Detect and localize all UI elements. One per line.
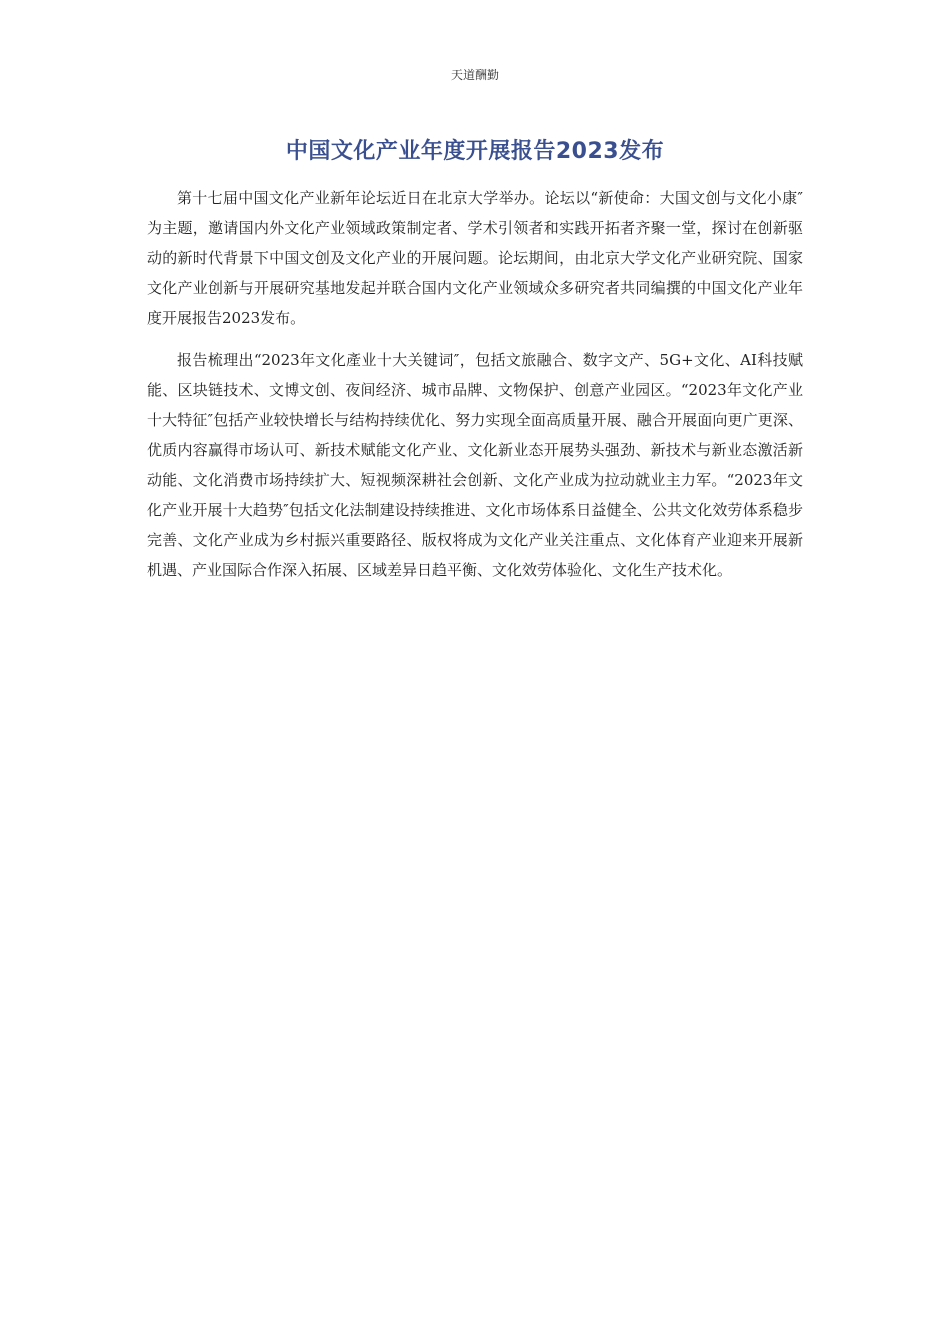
article-title: 中国文化产业年度开展报告2023发布 [285, 139, 665, 164]
article-body [147, 183, 803, 597]
paragraph-1: 第十七届中国文化产业新年论坛近日在北京大学举办。论坛以“新使命：大国文创与文化小康″为主题，邀请国内外文化产业领域政策制定者、学术引领者和实践开拓者齐聚一堂，探讨在创新驱动的新时代背景下中国文创及文化产业的开展问题。论坛期间，由北京大学文化产业研究院、国家文化产业创新与开展研究基地发起并联合国内文化产业领域众多研究者共同编撰的中国文化产业年度开展报告2023发布。 [147, 189, 803, 327]
page-header: 天道酬勤 [450, 68, 499, 82]
paragraph-2: 报告梳理出“2023年文化產业十大关键词″，包括文旅融合、数字文产、5G+文化、AI科技赋能、区块链技术、文博文创、夜间经济、城市品牌、文物保护、创意产业园区。“2023年文化产业十大特征″包括产业较快增长与结构持续优化、努力实现全面高质量开展、融合开展面向更广更深、优质内容赢得市场认可、新技术赋能文化产业、文化新业态开展势头强劲、新技术与新业态激活新动能、文化消费市场持续扩大、短视频深耕社会创新、文化产业成为拉动就业主力军。“2023年文化产业开展十大趋势″包括文化法制建设持续推进、文化市场体系日益健全、公共文化效劳体系稳步完善、文化产业成为乡村振兴重要路径、版权将成为文化产业关注重点、文化体育产业迎来开展新机遇、产业国际合作深入拓展、区域差异日趋平衡、文化效劳体验化、文化生产技术化。 [147, 351, 803, 579]
